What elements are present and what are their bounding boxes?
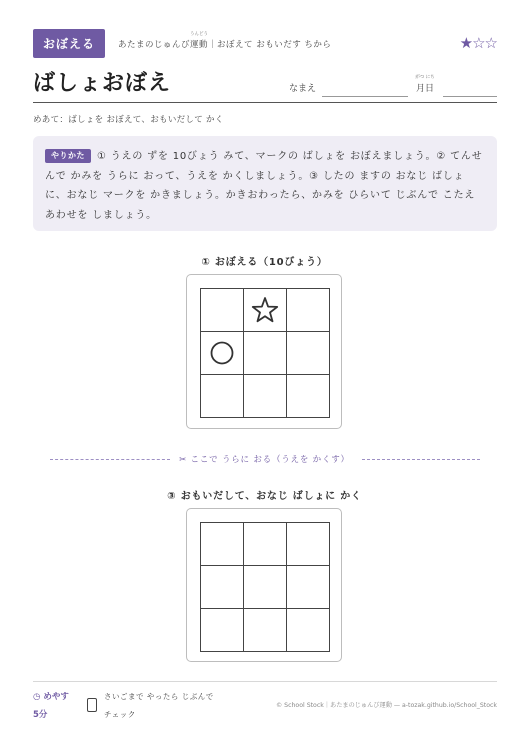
grid-cell[interactable]	[287, 566, 330, 609]
grid-cell[interactable]	[244, 609, 287, 652]
grid-cell[interactable]	[287, 523, 330, 566]
page-title: ばしょおぼえ	[33, 71, 172, 96]
category-tag: おぼえる	[33, 29, 105, 58]
grid-cell[interactable]	[201, 523, 244, 566]
fold-line-right	[362, 459, 480, 460]
grid-cell	[287, 289, 330, 332]
time-guide-value: 5分	[33, 710, 48, 720]
grid-cell	[201, 289, 244, 332]
grid-cell[interactable]	[244, 566, 287, 609]
date-label-text: 月日	[416, 84, 435, 94]
date-ruby-text: がつ にち	[415, 75, 435, 80]
grid-cell[interactable]	[244, 523, 287, 566]
footer-divider	[33, 681, 497, 682]
grid-cell	[287, 375, 330, 418]
self-check-box[interactable]	[87, 698, 97, 712]
series-title	[118, 32, 332, 50]
grid-cell	[244, 289, 287, 332]
memorize-grid	[200, 288, 330, 418]
memorize-grid-frame	[186, 274, 342, 429]
instructions-label: やりかた	[45, 149, 91, 163]
grid-cell	[201, 332, 244, 375]
series-prefix: あたまのじゅんび	[118, 40, 191, 50]
time-guide-label: ◷ めやす	[33, 692, 69, 702]
recall-grid-frame	[186, 508, 342, 662]
section-recall-title: ③ おもいだして、おなじ ばしょに かく	[167, 491, 362, 502]
star-icon	[251, 296, 279, 324]
goal-text: めあて：ばしょを おぼえて、おもいだして かく	[33, 115, 224, 125]
series-ruby-text: うんどう	[190, 32, 209, 37]
name-label: なまえ	[289, 84, 317, 94]
recall-grid	[200, 522, 330, 652]
series-suffix: ｜おぼえて おもいだす ちから	[208, 40, 332, 50]
grid-cell	[244, 375, 287, 418]
date-label	[415, 75, 435, 94]
date-field[interactable]	[443, 96, 497, 97]
self-check-text: さいごまで やったら じぶんで チェック	[104, 692, 214, 719]
section-memorize-title: ① おぼえる（10びょう）	[201, 257, 328, 268]
instructions-text: ① うえの ずを 10びょう みて、マークの ばしょを おぼえましょう。② てんせんで かみを うらに おって、うえを かくしましょう。③ したの ますの おなじ ばしょに、おなじ マークを かきましょう。かきおわったら、かみを ひらいて じぶんで こたえあわせを しましょう。	[45, 151, 483, 221]
grid-cell[interactable]	[201, 566, 244, 609]
grid-cell[interactable]	[201, 609, 244, 652]
circle-icon	[209, 340, 235, 366]
instructions-box	[33, 136, 497, 231]
title-divider	[33, 102, 497, 103]
grid-cell	[201, 375, 244, 418]
name-field[interactable]	[322, 96, 408, 97]
grid-cell	[244, 332, 287, 375]
grid-cell[interactable]	[287, 609, 330, 652]
series-kanji: 運動	[190, 40, 209, 50]
fold-instruction: ✂ ここで うらに おる（うえを かくす）	[179, 455, 350, 465]
difficulty-stars: ★☆☆	[459, 34, 497, 52]
copyright: © School Stock｜あたまのじゅんび運動 — a-tozak.github.io/School_Stock	[276, 702, 497, 709]
grid-cell	[287, 332, 330, 375]
series-kanji-ruby	[190, 32, 209, 50]
